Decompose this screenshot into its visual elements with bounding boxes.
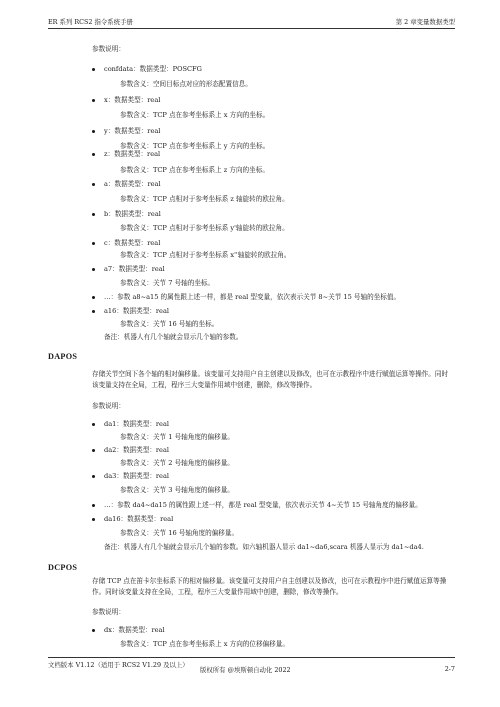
param-meaning: 参数含义：关节 16 号轴的坐标。 [120, 320, 219, 328]
page-header [48, 12, 455, 29]
note: 备注：机器人有几个轴就会显示几个轴的参数。如六轴机器人显示 da1~da6,scara 机器人显示为 da1~da4. [104, 543, 424, 551]
param-meaning: 参数含义：关节 3 号轴角度的偏移量。 [120, 486, 234, 494]
param-meaning: 参数含义：关节 16 号轴角度的偏移量。 [120, 529, 239, 537]
param-meaning: 参数含义：TCP 点在参考坐标系上 x 方向的坐标。 [120, 111, 270, 119]
section-title-dapos: DAPOS [48, 352, 78, 361]
page-footer [48, 657, 455, 692]
bullet-icon [92, 423, 95, 426]
param-meaning: 参数含义：关节 2 号轴角度的偏移量。 [120, 459, 234, 467]
bullet-icon [92, 183, 95, 186]
section-description: 存储 TCP 点在笛卡尔坐标系下的相对偏移量。该变量可支持用户自主创建以及修改，也可在示教程序中进行赋值运算等操作。同时该变量支持在全局，工程，程序三大变量作用域中创建，删除，修改等操作。 [92, 577, 447, 596]
note: 备注：机器人有几个轴就会显示几个轴的参数。 [104, 333, 243, 341]
bullet-icon [92, 629, 95, 632]
footer-copyright: 版权所有 @埃斯顿自动化 2022 [200, 666, 291, 674]
param-intro: 参数说明： [92, 608, 125, 616]
param-meaning: 参数含义：空间目标点对应的形态配置信息。 [120, 80, 252, 88]
param-meaning: 参数含义：TCP 点相对于参考坐标系 z 轴旋转的欧拉角。 [120, 195, 289, 203]
bullet-icon [92, 296, 95, 299]
bullet-icon [92, 213, 95, 216]
section-title-dcpos: DCPOS [48, 563, 78, 572]
param-intro: 参数说明： [92, 402, 125, 410]
bullet-icon [92, 518, 95, 521]
bullet-icon [92, 504, 95, 507]
bullet-icon [92, 68, 95, 71]
header-manual-title: ER 系列 RCS2 指令系统手册 [48, 18, 133, 26]
section-description: 存储关节空间下各个轴的相对偏移量。该变量可支持用户自主创建以及修改，也可在示教程序中进行赋值运算等操作。同时该变量支持在全局，工程，程序三大变量作用域中创建，删除，修改等操作。 [92, 370, 449, 389]
footer-doc-version: 文档版本 V1.12（适用于 RCS2 V1.29 及以上） [48, 661, 189, 669]
header-chapter-title: 第 2 章变量数据类型 [395, 18, 455, 26]
bullet-icon [92, 449, 95, 452]
bullet-icon [92, 153, 95, 156]
bullet-icon [92, 310, 95, 313]
param-meaning: 参数含义：TCP 点在参考坐标系上 y 方向的坐标。 [120, 142, 270, 150]
param-meaning: 参数含义：TCP 点相对于参考坐标系 y'轴旋转的欧拉角。 [120, 224, 289, 232]
bullet-icon [92, 242, 95, 245]
bullet-icon [92, 475, 95, 478]
bullet-icon [92, 130, 95, 133]
page-number: 2-7 [444, 665, 455, 673]
param-meaning: 参数含义：TCP 点相对于参考坐标系 x''轴旋转的欧拉角。 [120, 251, 291, 259]
param-intro: 参数说明： [92, 45, 125, 53]
param-meaning: 参数含义：TCP 点在参考坐标系上 x 方向的位移偏移量。 [120, 640, 289, 648]
bullet-icon [92, 268, 95, 271]
bullet-icon [92, 99, 95, 102]
param-meaning: 参数含义：关节 1 号轴角度的偏移量。 [120, 433, 234, 441]
param-meaning: 参数含义：TCP 点在参考坐标系上 z 方向的坐标。 [120, 166, 269, 174]
param-meaning: 参数含义：关节 7 号轴的坐标。 [120, 279, 215, 287]
